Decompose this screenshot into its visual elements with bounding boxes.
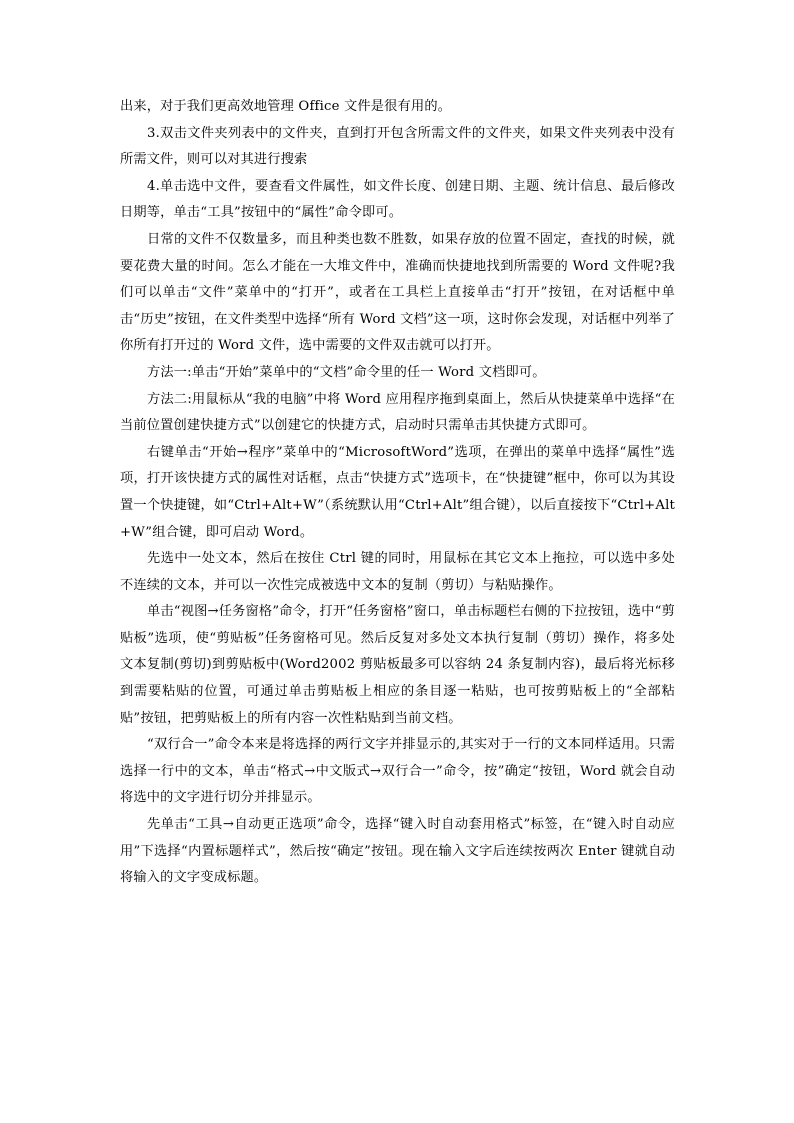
paragraph-3: 4.单击选中文件，要查看文件属性，如文件长度、创建日期、主题、统计信息、最后修改日期等，单击“工具”按钮中的“属性”命令即可。 [120, 178, 675, 221]
paragraph-8: 先选中一处文本，然后在按住 Ctrl 键的同时，用鼠标在其它文本上拖拉，可以选中多处不连续的文本，并可以一次性完成被选中文本的复制（剪切）与粘贴操作。 [120, 551, 675, 593]
paragraph-4: 日常的文件不仅数量多，而且种类也数不胜数，如果存放的位置不固定，查找的时候，就要花费大量的时间。怎么才能在一大堆文件中，准确而快捷地找到所需要的 Word 文件呢?我们可以单击“文件”菜单中的“打开”，或者在工具栏上直接单击“打开”按钮，在对话框中单击“历史”按钮，在文件类型中选择“所有 Word 文档”这一项，这时你会发现，对话框中列举了你所有打开过的 Word 文件，选中需要的文件双击就可以打开。 [120, 231, 675, 354]
paragraph-1: 出来，对于我们更高效地管理 Office 文件是很有用的。 [120, 99, 452, 114]
paragraph-7: 右键单击“开始→程序”菜单中的“MicrosoftWord”选项，在弹出的菜单中选择“属性”选项，打开该快捷方式的属性对话框，点击“快捷方式”选项卡，在“快捷键”框中，你可以为其设置一个快捷键，如“Ctrl+Alt+W”（系统默认用“Ctrl+Alt”组合键），以后直接按下“Ctrl+Alt+W”组合键，即可启动 Word。 [120, 444, 675, 540]
paragraph-10: “双行合一”命令本来是将选择的两行文字并排显示的,其实对于一行的文本同样适用。只需选择一行中的文本，单击“格式→中文版式→双行合一”命令，按”确定“按钮，Word 就会自动将选中的文字进行切分并排显示。 [120, 737, 675, 806]
paragraph-11: 先单击“工具→自动更正选项”命令，选择“键入时自动套用格式”标签，在“键入时自动应用”下选择“内置标题样式”，然后按“确定”按钮。现在输入文字后连续按两次 Enter 键就自动将输入的文字变成标题。 [120, 817, 675, 886]
document-body [120, 94, 675, 892]
paragraph-2: 3.双击文件夹列表中的文件夹，直到打开包含所需文件的文件夹，如果文件夹列表中没有所需文件，则可以对其进行搜索 [120, 125, 675, 168]
paragraph-5: 方法一:单击“开始”菜单中的“文档”命令里的任一 Word 文档即可。 [147, 364, 546, 380]
paragraph-9: 单击“视图→任务窗格”命令，打开“任务窗格”窗口，单击标题栏右侧的下拉按钮，选中“剪贴板”选项，使“剪贴板”任务窗格可见。然后反复对多处文本执行复制（剪切）操作，将多处文本复制(剪切)到剪贴板中(Word2002 剪贴板最多可以容纳 24 条复制内容)，最后将光标移到需要粘贴的位置，可通过单击剪贴板上相应的条目逐一粘贴，也可按剪贴板上的“全部粘贴”按钮，把剪贴板上的所有内容一次性粘贴到当前文档。 [120, 604, 675, 726]
paragraph-6: 方法二:用鼠标从“我的电脑”中将 Word 应用程序拖到桌面上，然后从快捷菜单中选择“在当前位置创建快捷方式”以创建它的快捷方式，启动时只需单击其快捷方式即可。 [120, 391, 675, 434]
